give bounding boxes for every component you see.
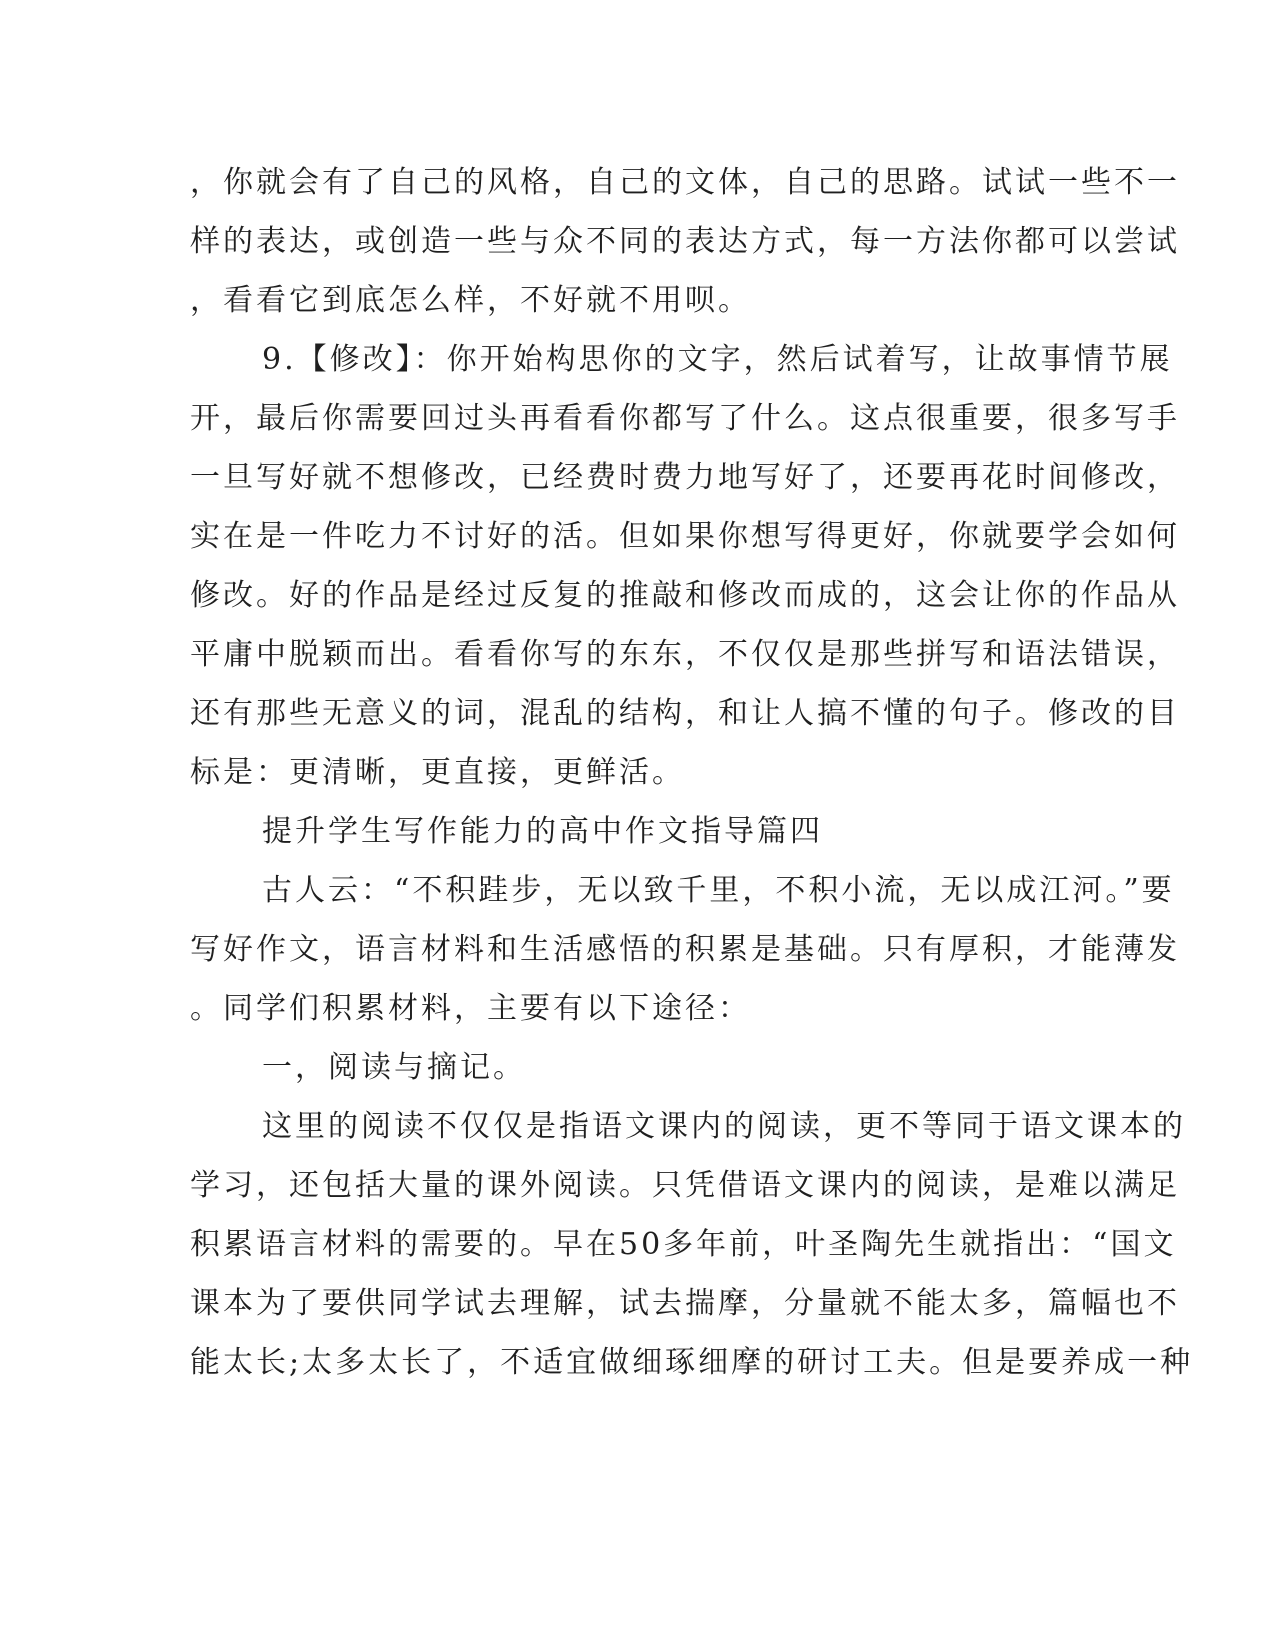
section-heading: 提升学生写作能力的高中作文指导篇四 <box>262 814 823 849</box>
text-line: 学习，还包括大量的课外阅读。只凭借语文课内的阅读，是难以满足 <box>190 1168 1180 1203</box>
text-line: 标是：更清晰，更直接，更鲜活。 <box>190 755 685 790</box>
text-line: 。同学们积累材料，主要有以下途径： <box>190 991 751 1026</box>
text-line: 还有那些无意义的词，混乱的结构，和让人搞不懂的句子。修改的目 <box>190 696 1180 731</box>
text-line: 这里的阅读不仅仅是指语文课内的阅读，更不等同于语文课本的 <box>262 1109 1186 1144</box>
text-line: 写好作文，语言材料和生活感悟的积累是基础。只有厚积，才能薄发 <box>190 932 1180 967</box>
text-line: 平庸中脱颖而出。看看你写的东东，不仅仅是那些拼写和语法错误， <box>190 637 1180 672</box>
text-line: 课本为了要供同学试去理解，试去揣摩，分量就不能太多，篇幅也不 <box>190 1286 1180 1321</box>
text-line: 一旦写好就不想修改，已经费时费力地写好了，还要再花时间修改， <box>190 460 1180 495</box>
text-line: ，你就会有了自己的风格，自己的文体，自己的思路。试试一些不一 <box>190 165 1180 200</box>
subheading: 一，阅读与摘记。 <box>262 1050 526 1085</box>
text-line: 古人云：“不积跬步，无以致千里，不积小流，无以成江河。”要 <box>262 873 1175 908</box>
text-line: 修改。好的作品是经过反复的推敲和修改而成的，这会让你的作品从 <box>190 578 1180 613</box>
text-line: 积累语言材料的需要的。早在50多年前，叶圣陶先生就指出：“国文 <box>190 1227 1177 1262</box>
text-line: ，看看它到底怎么样，不好就不用呗。 <box>190 283 751 318</box>
text-line: 样的表达，或创造一些与众不同的表达方式，每一方法你都可以尝试 <box>190 224 1180 259</box>
text-line: 9.【修改】：你开始构思你的文字，然后试着写，让故事情节展 <box>262 342 1173 377</box>
text-line: 开，最后你需要回过头再看看你都写了什么。这点很重要，很多写手 <box>190 401 1180 436</box>
text-line: 实在是一件吃力不讨好的活。但如果你想写得更好，你就要学会如何 <box>190 519 1180 554</box>
text-line: 能太长;太多太长了，不适宜做细琢细摩的研讨工夫。但是要养成一种 <box>190 1345 1194 1380</box>
